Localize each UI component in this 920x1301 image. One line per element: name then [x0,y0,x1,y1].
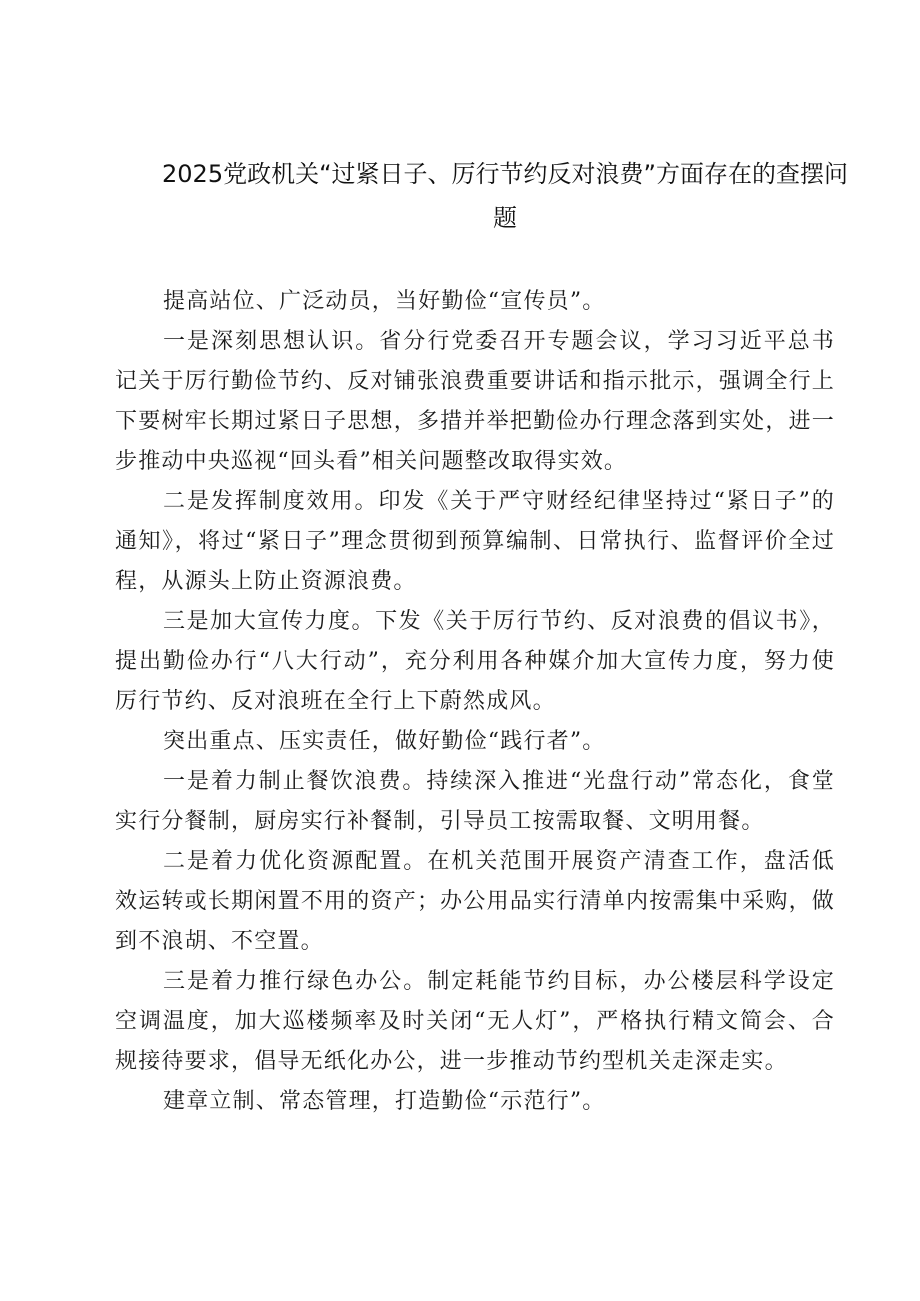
paragraph: 突出重点、压实责任，做好勤俭“践行者”。 [163,729,606,754]
paragraph: 一是着力制止餐饮浪费。持续深入推进“光盘行动”常态化，食堂实行分餐制，厨房实行补餐制，引导员工按需取餐、文明用餐。 [115,769,835,834]
document-body [115,282,835,1122]
paragraph: 三是着力推行绿色办公。制定耗能节约目标，办公楼层科学设定空调温度，加大巡楼频率及时关闭“无人灯”，严格执行精文简会、合规接待要求，倡导无纸化办公，进一步推动节约型机关走深走实。 [115,969,835,1074]
paragraph: 二是着力优化资源配置。在机关范围开展资产清查工作，盘活低效运转或长期闲置不用的资产；办公用品实行清单内按需集中采购，做到不浪胡、不空置。 [115,849,835,954]
paragraph: 二是发挥制度效用。印发《关于严守财经纪律坚持过“紧日子”的通知》，将过“紧日子”理念贯彻到预算编制、日常执行、监督评价全过程，从源头上防止资源浪费。 [115,489,835,594]
paragraph: 一是深刻思想认识。省分行党委召开专题会议，学习习近平总书记关于厉行勤俭节约、反对铺张浪费重要讲话和指示批示，强调全行上下要树牢长期过紧日子思想，多措并举把勤俭办行理念落到实处，进一步推动中央巡视“回头看”相关问题整改取得实效。 [115,329,835,474]
document-title: 2025党政机关“过紧日子、厉行节约反对浪费”方面存在的查摆问题 [162,160,848,232]
paragraph: 提高站位、广泛动员，当好勤俭“宣传员”。 [163,289,606,314]
paragraph: 建章立制、常态管理，打造勤俭“示范行”。 [163,1089,606,1114]
paragraph: 三是加大宣传力度。下发《关于厉行节约、反对浪费的倡议书》，提出勤俭办行“八大行动”，充分利用各种媒介加大宣传力度，努力使厉行节约、反对浪班在全行上下蔚然成风。 [115,609,835,714]
